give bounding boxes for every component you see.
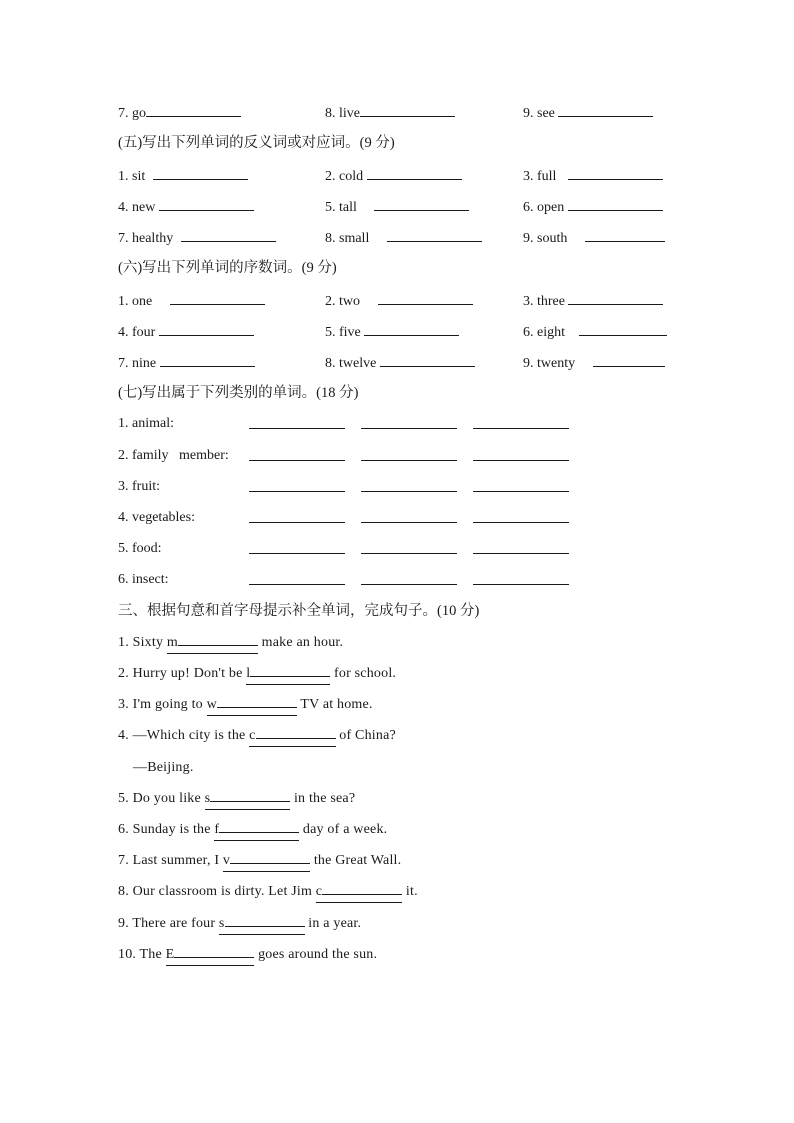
answer-blank[interactable] bbox=[170, 290, 265, 305]
word-item bbox=[523, 321, 667, 343]
answer-blank[interactable] bbox=[361, 539, 457, 554]
answer-blank[interactable] bbox=[473, 414, 569, 429]
fill-blank[interactable]: c bbox=[316, 882, 402, 903]
answer-blank[interactable] bbox=[249, 446, 345, 461]
answer-blank[interactable] bbox=[361, 414, 457, 429]
answer-blank[interactable] bbox=[387, 227, 482, 242]
word-item bbox=[118, 227, 276, 249]
answer-blank[interactable] bbox=[568, 196, 663, 211]
answer-blank[interactable] bbox=[367, 165, 462, 180]
answer-blank[interactable] bbox=[146, 102, 241, 117]
answer-blank[interactable] bbox=[360, 102, 455, 117]
word-label: 5. five bbox=[325, 325, 361, 340]
word-item bbox=[325, 321, 459, 343]
fill-blank[interactable]: c bbox=[249, 726, 335, 747]
answer-blank[interactable] bbox=[380, 352, 475, 367]
word-item bbox=[118, 352, 255, 374]
fill-blank[interactable]: s bbox=[219, 914, 305, 935]
word-label: 2. cold bbox=[325, 169, 364, 184]
word-item bbox=[325, 290, 473, 312]
section-heading: (七)写出属于下列类别的单词。(18 分) bbox=[118, 385, 359, 401]
word-item bbox=[523, 165, 663, 187]
category-label: 2. family member: bbox=[118, 448, 229, 463]
word-item bbox=[118, 165, 248, 187]
answer-blank[interactable] bbox=[361, 446, 457, 461]
word-item bbox=[118, 196, 254, 218]
word-item bbox=[118, 290, 265, 312]
section-heading: (五)写出下列单词的反义词或对应词。(9 分) bbox=[118, 135, 395, 151]
word-label: 1. one bbox=[118, 294, 153, 309]
word-item bbox=[325, 227, 482, 249]
word-label: 2. two bbox=[325, 294, 360, 309]
fill-blank[interactable]: v bbox=[223, 851, 310, 872]
fill-blank[interactable]: s bbox=[205, 789, 291, 810]
word-item bbox=[118, 321, 254, 343]
sentence: 3. I'm going to w TV at home. bbox=[118, 695, 373, 715]
word-item bbox=[523, 196, 663, 218]
fill-blank[interactable]: f bbox=[214, 820, 299, 841]
answer-blank[interactable] bbox=[593, 352, 665, 367]
word-item bbox=[118, 102, 241, 124]
word-label: 8. twelve bbox=[325, 356, 377, 371]
word-label: 9. south bbox=[523, 231, 568, 246]
answer-blank[interactable] bbox=[249, 477, 345, 492]
word-label: 7. healthy bbox=[118, 231, 174, 246]
word-item bbox=[523, 227, 665, 249]
answer-blank[interactable] bbox=[361, 477, 457, 492]
category-label: 4. vegetables: bbox=[118, 510, 195, 525]
word-label: 8. live bbox=[325, 106, 360, 121]
fill-blank[interactable]: w bbox=[207, 695, 297, 716]
word-item bbox=[325, 352, 475, 374]
answer-blank[interactable] bbox=[160, 352, 255, 367]
word-label: 7. go bbox=[118, 106, 146, 121]
word-item bbox=[523, 352, 665, 374]
answer-blank[interactable] bbox=[568, 165, 663, 180]
answer-blank[interactable] bbox=[159, 196, 254, 211]
answer-blank[interactable] bbox=[579, 321, 667, 336]
answer-blank[interactable] bbox=[361, 508, 457, 523]
fill-blank[interactable]: E bbox=[166, 945, 255, 966]
answer-blank[interactable] bbox=[159, 321, 254, 336]
answer-blank[interactable] bbox=[473, 539, 569, 554]
answer-blank[interactable] bbox=[249, 570, 345, 585]
category-label: 6. insect: bbox=[118, 572, 169, 587]
answer-blank[interactable] bbox=[181, 227, 276, 242]
word-label: 4. new bbox=[118, 200, 156, 215]
sentence: 10. The E goes around the sun. bbox=[118, 945, 377, 965]
section-heading: 三、根据句意和首字母提示补全单词，完成句子。(10 分) bbox=[118, 603, 480, 619]
fill-blank[interactable]: l bbox=[246, 664, 330, 685]
section-heading: (六)写出下列单词的序数词。(9 分) bbox=[118, 260, 337, 276]
sentence: 5. Do you like s in the sea? bbox=[118, 789, 355, 809]
answer-blank[interactable] bbox=[153, 165, 248, 180]
answer-blank[interactable] bbox=[473, 508, 569, 523]
word-item bbox=[523, 102, 653, 124]
sentence: 6. Sunday is the f day of a week. bbox=[118, 820, 387, 840]
word-label: 4. four bbox=[118, 325, 156, 340]
word-item bbox=[523, 290, 663, 312]
word-label: 6. eight bbox=[523, 325, 565, 340]
answer-blank[interactable] bbox=[473, 570, 569, 585]
answer-blank[interactable] bbox=[585, 227, 665, 242]
answer-blank[interactable] bbox=[249, 414, 345, 429]
word-label: 5. tall bbox=[325, 200, 357, 215]
answer-blank[interactable] bbox=[249, 539, 345, 554]
category-label: 1. animal: bbox=[118, 416, 174, 431]
answer-blank[interactable] bbox=[568, 290, 663, 305]
answer-blank[interactable] bbox=[558, 102, 653, 117]
answer-blank[interactable] bbox=[361, 570, 457, 585]
sentence: 9. There are four s in a year. bbox=[118, 914, 361, 934]
word-label: 1. sit bbox=[118, 169, 146, 184]
word-label: 7. nine bbox=[118, 356, 157, 371]
word-label: 9. twenty bbox=[523, 356, 576, 371]
word-label: 3. full bbox=[523, 169, 557, 184]
sentence: 4. —Which city is the c of China? bbox=[118, 726, 396, 746]
sentence: 8. Our classroom is dirty. Let Jim c it. bbox=[118, 882, 418, 902]
sentence: 1. Sixty m make an hour. bbox=[118, 633, 343, 653]
word-item bbox=[325, 102, 455, 124]
category-label: 3. fruit: bbox=[118, 479, 160, 494]
answer-blank[interactable] bbox=[364, 321, 459, 336]
sentence: 7. Last summer, I v the Great Wall. bbox=[118, 851, 401, 871]
category-label: 5. food: bbox=[118, 541, 162, 556]
answer-blank[interactable] bbox=[473, 446, 569, 461]
answer-blank[interactable] bbox=[249, 508, 345, 523]
answer-blank[interactable] bbox=[473, 477, 569, 492]
word-label: 8. small bbox=[325, 231, 370, 246]
answer-blank[interactable] bbox=[378, 290, 473, 305]
word-label: 9. see bbox=[523, 106, 555, 121]
word-label: 6. open bbox=[523, 200, 565, 215]
sentence: 2. Hurry up! Don't be l for school. bbox=[118, 664, 396, 684]
sentence: —Beijing. bbox=[133, 760, 194, 775]
fill-blank[interactable]: m bbox=[167, 633, 258, 654]
word-item bbox=[325, 196, 469, 218]
word-label: 3. three bbox=[523, 294, 565, 309]
answer-blank[interactable] bbox=[374, 196, 469, 211]
word-item bbox=[325, 165, 462, 187]
